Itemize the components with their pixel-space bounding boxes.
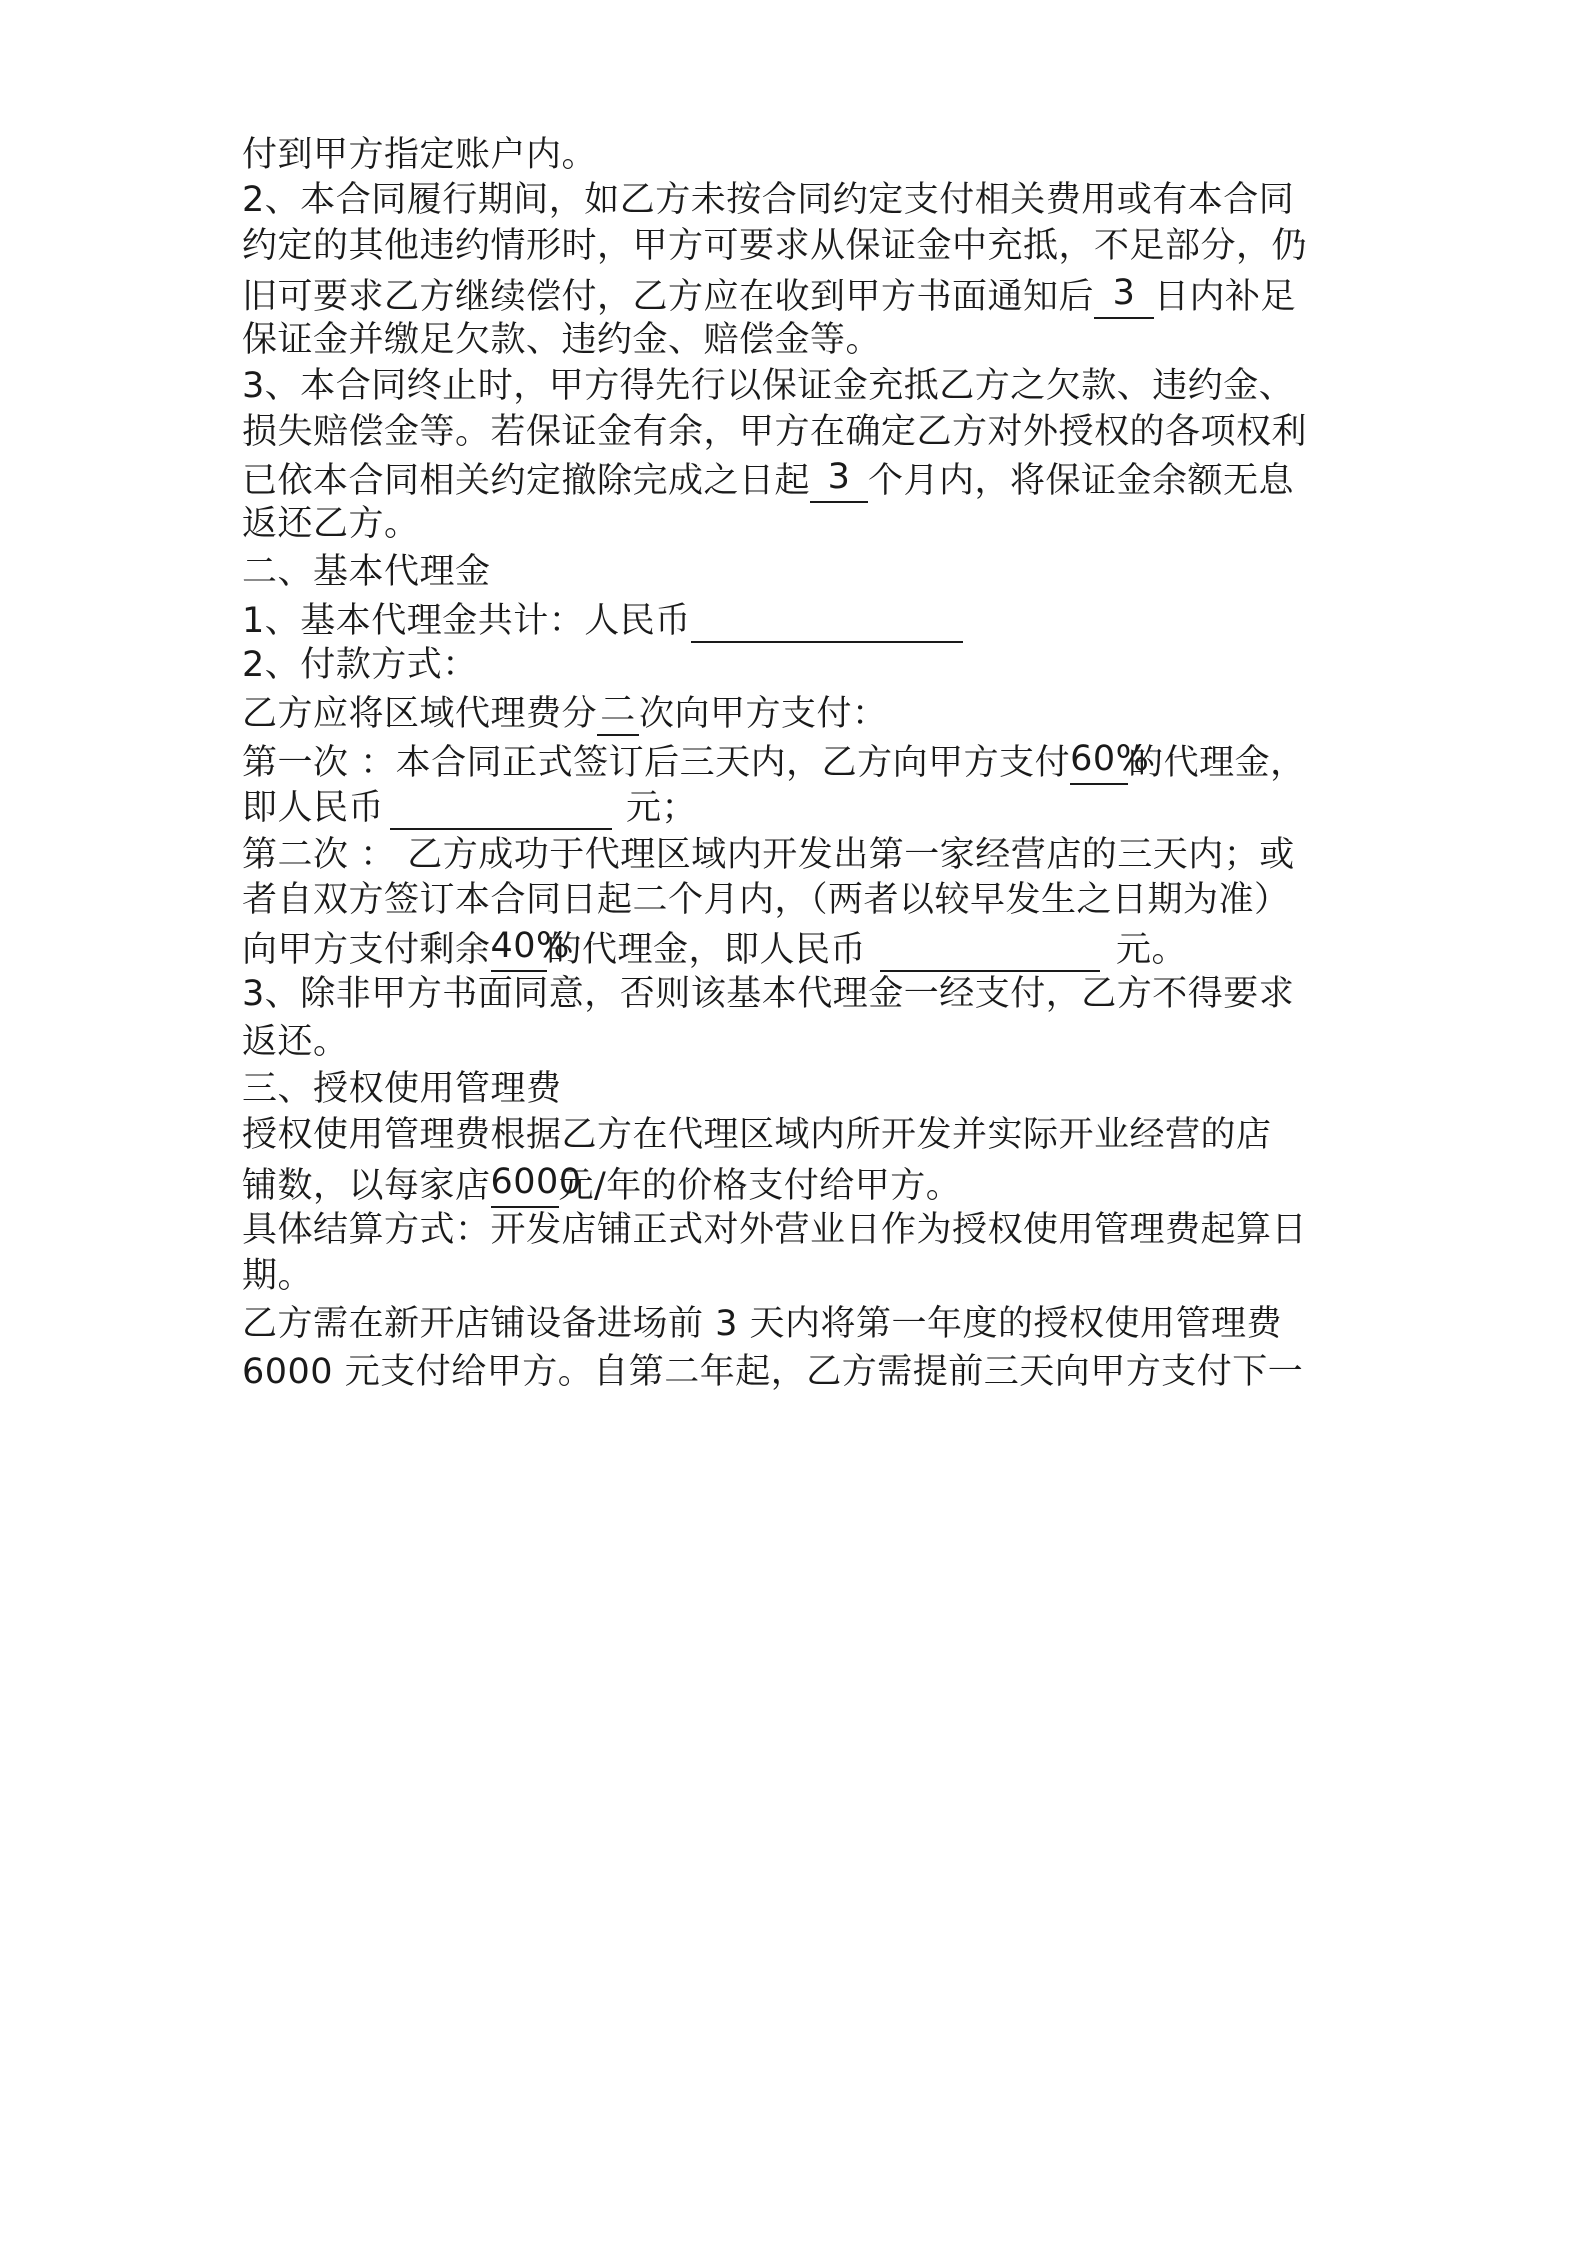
text-line: 第二次 ： 乙方成功于代理区域内开发出第一家经营店的三天内；或 xyxy=(242,835,1295,875)
text-line: 3、除非甲方书面同意，否则该基本代理金一经支付，乙方不得要求 xyxy=(242,974,1295,1014)
section-heading: 二、基本代理金 xyxy=(242,552,491,592)
text-segment: 旧可要求乙方继续偿付，乙方应在收到甲方书面通知后 xyxy=(242,277,1095,317)
fill-in-blank: 3 xyxy=(1094,273,1154,319)
text-line: 约定的其他违约情形时，甲方可要求从保证金中充抵，不足部分，仍 xyxy=(242,226,1308,266)
text-segment: 即人民币 xyxy=(242,788,385,828)
section-heading: 三、授权使用管理费 xyxy=(242,1069,562,1109)
fill-in-blank xyxy=(691,597,963,643)
text-segment: 日内补足 xyxy=(1154,277,1297,317)
text-segment: 第一次 ：本合同正式签订后三天内，乙方向甲方支付 xyxy=(242,743,1071,783)
fill-in-blank xyxy=(390,784,612,830)
text-segment: 向甲方支付剩余 xyxy=(242,930,491,970)
text-line: 损失赔偿金等。若保证金有余，甲方在确定乙方对外授权的各项权利 xyxy=(242,412,1308,452)
text-line xyxy=(242,457,1294,501)
text-segment: 乙方应将区域代理费分 xyxy=(242,694,598,734)
text-line xyxy=(242,926,1187,970)
text-segment: 的代理金， xyxy=(1128,743,1306,783)
text-line: 者自双方签订本合同日起二个月内，（两者以较早发生之日期为准） xyxy=(242,880,1290,920)
text-line xyxy=(242,690,888,734)
fill-in-blank: 6000 xyxy=(491,1162,559,1208)
text-segment: 元； xyxy=(626,788,698,828)
fill-in-blank xyxy=(880,926,1100,972)
text-segment: 个月内，将保证金余额无息 xyxy=(868,461,1295,501)
text-line: 乙方需在新开店铺设备进场前 3 天内将第一年度的授权使用管理费 xyxy=(242,1304,1283,1344)
fill-in-blank: 40% xyxy=(491,926,547,972)
text-line: 授权使用管理费根据乙方在代理区域内所开发并实际开业经营的店 xyxy=(242,1115,1272,1155)
text-line: 6000 元支付给甲方。自第二年起，乙方需提前三天向甲方支付下一 xyxy=(242,1352,1304,1392)
text-line: 返还。 xyxy=(242,1022,349,1062)
text-segment: 已依本合同相关约定撤除完成之日起 xyxy=(242,461,811,501)
text-segment: 元/年的价格支付给甲方。 xyxy=(558,1166,962,1206)
text-line xyxy=(242,597,963,641)
text-segment: 铺数，以每家店 xyxy=(242,1166,491,1206)
text-segment: 元。 xyxy=(1116,930,1188,970)
fill-in-blank: 3 xyxy=(810,457,868,503)
text-line xyxy=(242,1162,961,1206)
text-line xyxy=(242,784,697,828)
text-line: 付到甲方指定账户内。 xyxy=(242,135,598,175)
text-line: 3、本合同终止时，甲方得先行以保证金充抵乙方之欠款、违约金、 xyxy=(242,366,1295,406)
text-segment: 的代理金，即人民币 xyxy=(546,930,867,970)
text-line: 期。 xyxy=(242,1256,314,1296)
text-line: 返还乙方。 xyxy=(242,504,420,544)
text-line xyxy=(242,273,1296,317)
text-line: 2、本合同履行期间，如乙方未按合同约定支付相关费用或有本合同 xyxy=(242,180,1295,220)
text-line xyxy=(242,739,1306,783)
text-line: 保证金并缴足欠款、违约金、赔偿金等。 xyxy=(242,320,882,360)
fill-in-blank: 二 xyxy=(597,690,639,736)
text-segment: 1、基本代理金共计：人民币 xyxy=(242,601,691,641)
text-line: 2、付款方式： xyxy=(242,645,478,685)
text-segment: 次向甲方支付： xyxy=(639,694,888,734)
fill-in-blank: 60% xyxy=(1070,739,1128,785)
text-line: 具体结算方式：开发店铺正式对外营业日作为授权使用管理费起算日 xyxy=(242,1210,1308,1250)
